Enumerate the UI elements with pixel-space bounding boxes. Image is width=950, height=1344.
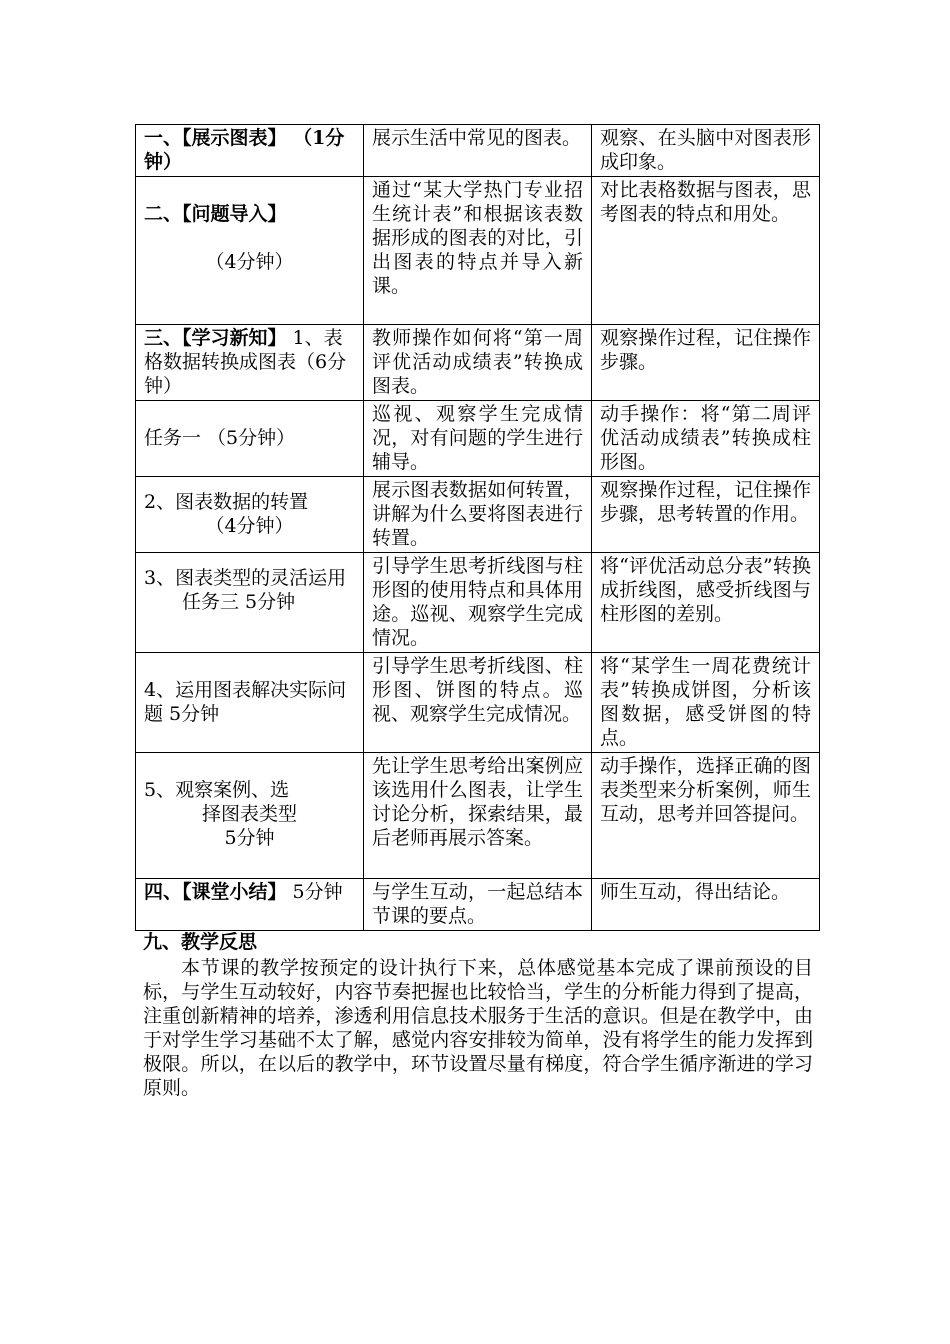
- teacher-activity-cell: [364, 477, 592, 553]
- stage-line: 3、图表类型的灵活运用: [144, 567, 347, 589]
- stage-cell: [136, 177, 364, 325]
- teacher-activity-text: 巡视、观察学生完成情况，对有问题的学生进行辅导。: [372, 403, 583, 473]
- student-activity-text: 动手操作：将“第二周评优活动成绩表”转换成柱形图。: [600, 403, 811, 473]
- teacher-activity-text: 先让学生思考给出案例应该选用什么图表，让学生讨论分析，探索结果，最后老师再展示答案。: [372, 755, 583, 849]
- table-row: [136, 477, 820, 553]
- stage-cell: [136, 325, 364, 401]
- teacher-activity-text: 展示生活中常见的图表。: [372, 127, 582, 149]
- student-activity-cell: [592, 879, 820, 931]
- stage-line: 5、观察案例、选: [144, 779, 290, 801]
- teacher-activity-cell: [364, 879, 592, 931]
- student-activity-cell: [592, 125, 820, 177]
- teacher-activity-cell: [364, 753, 592, 879]
- table-row: [136, 177, 820, 325]
- teacher-activity-cell: [364, 401, 592, 477]
- stage-title: 四、【课堂小结】: [144, 881, 287, 903]
- stage-cell: [136, 125, 364, 177]
- teacher-activity-text: 教师操作如何将“第一周评优活动成绩表”转换成图表。: [372, 327, 583, 397]
- stage-cell: [136, 653, 364, 753]
- table-row: [136, 879, 820, 931]
- stage-cell: [136, 879, 364, 931]
- student-activity-text: 对比表格数据与图表，思考图表的特点和用处。: [600, 179, 811, 225]
- reflection-paragraph: 本节课的教学按预定的设计执行下来，总体感觉基本完成了课前预设的目标，与学生互动较好，内容节奏把握也比较恰当，学生的分析能力得到了提高，注重创新精神的培养，渗透利用信息技术服务于生活的意识。但是在教学中，由于对学生学习基础不太了解，感觉内容安排较为简单，没有将学生的能力发挥到极限。所以，在以后的教学中，环节设置尽量有梯度，符合学生循序渐进的学习原则。: [143, 957, 813, 1099]
- stage-line: 择图表类型: [201, 803, 297, 825]
- teacher-activity-cell: [364, 653, 592, 753]
- teacher-activity-text: 引导学生思考折线图与柱形图的使用特点和具体用途。巡视、观察学生完成情况。: [372, 555, 583, 649]
- teacher-activity-text: 引导学生思考折线图、柱形图、饼图的特点。巡视、观察学生完成情况。: [372, 655, 583, 725]
- table-row: [136, 653, 820, 753]
- student-activity-cell: [592, 553, 820, 653]
- stage-cell: [136, 401, 364, 477]
- stage-line: （4分钟）: [205, 515, 294, 537]
- table-row: [136, 325, 820, 401]
- student-activity-text: 师生互动，得出结论。: [600, 881, 791, 903]
- teacher-activity-cell: [364, 125, 592, 177]
- teacher-activity-cell: [364, 177, 592, 325]
- stage-text: 任务一 （5分钟）: [144, 427, 296, 449]
- teacher-activity-cell: [364, 325, 592, 401]
- student-activity-text: 观察操作过程，记住操作步骤。: [600, 327, 811, 373]
- student-activity-cell: [592, 177, 820, 325]
- teacher-activity-text: 展示图表数据如何转置，讲解为什么要将图表进行转置。: [372, 479, 583, 549]
- stage-cell: [136, 753, 364, 879]
- student-activity-text: 动手操作，选择正确的图表类型来分析案例，师生互动，思考并回答提问。: [600, 755, 811, 825]
- student-activity-cell: [592, 477, 820, 553]
- table-row: [136, 401, 820, 477]
- stage-detail: 1、表格数据转换成图表（6分钟）: [144, 327, 347, 397]
- stage-title: 三、【学习新知】: [144, 327, 287, 349]
- stage-text: 一、【展示图表】 （1分钟）: [144, 127, 345, 173]
- section-heading: 九、教学反思: [143, 931, 258, 953]
- student-activity-text: 将“评优活动总分表”转换成折线图，感受折线图与柱形图的差别。: [600, 555, 811, 625]
- stage-line: 2、图表数据的转置: [144, 491, 309, 513]
- stage-line: 5分钟: [224, 827, 275, 849]
- student-activity-text: 观察、在头脑中对图表形成印象。: [600, 127, 811, 173]
- stage-time: （4分钟）: [205, 251, 294, 273]
- student-activity-cell: [592, 401, 820, 477]
- student-activity-cell: [592, 653, 820, 753]
- stage-line: 任务三 5分钟: [182, 591, 296, 613]
- stage-cell: [136, 477, 364, 553]
- lesson-plan-table: [135, 124, 820, 931]
- stage-text: 4、运用图表解决实际问题 5分钟: [144, 679, 347, 725]
- teacher-activity-text: 与学生互动，一起总结本节课的要点。: [372, 881, 583, 927]
- table-row: [136, 753, 820, 879]
- table-row: [136, 125, 820, 177]
- stage-title: 二、【问题导入】: [144, 203, 287, 225]
- table-row: [136, 553, 820, 653]
- teacher-activity-cell: [364, 553, 592, 653]
- teacher-activity-text: 通过“某大学热门专业招生统计表”和根据该表数据形成的图表的对比，引出图表的特点并导入新课。: [372, 179, 583, 297]
- student-activity-cell: [592, 325, 820, 401]
- stage-detail: 5分钟: [286, 881, 343, 903]
- teaching-reflection-section: [143, 930, 813, 1100]
- student-activity-text: 观察操作过程，记住操作步骤，思考转置的作用。: [600, 479, 811, 525]
- stage-cell: [136, 553, 364, 653]
- student-activity-text: 将“某学生一周花费统计表”转换成饼图，分析该图数据，感受饼图的特点。: [600, 655, 811, 749]
- student-activity-cell: [592, 753, 820, 879]
